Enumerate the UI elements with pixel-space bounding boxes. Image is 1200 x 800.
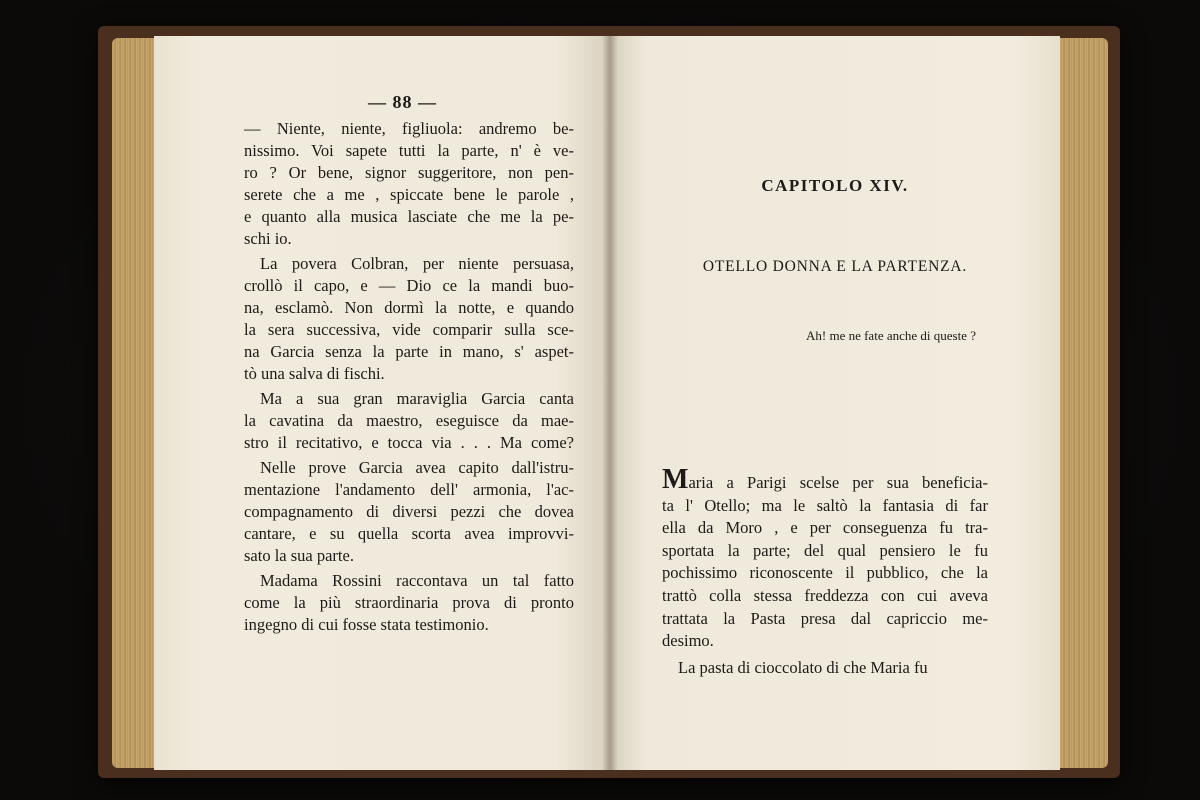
text-line: sportata la parte; del qual pensiero le fu: [662, 540, 988, 560]
text-line: mentazione l'andamento dell' armonia, l'ac-: [244, 480, 574, 499]
right-page-text: [662, 464, 988, 679]
chapter-heading: CAPITOLO XIV.: [761, 176, 909, 195]
drop-cap: M: [662, 464, 689, 495]
text-line: nissimo. Voi sapete tutti la parte, n' è ve-: [244, 141, 574, 160]
text-line: desimo.: [662, 631, 714, 651]
page-number: — 88 —: [368, 92, 437, 112]
text-line: [662, 464, 988, 495]
text-line-rest: aria a Parigi scelse per sua beneficia-: [688, 473, 988, 492]
book-gutter: [602, 36, 618, 770]
text-line: schi io.: [244, 229, 292, 248]
right-page-edges: [1056, 38, 1108, 768]
text-line: Nelle prove Garcia avea capito dall'istru-: [260, 458, 574, 477]
text-line: compagnamento di diversi pezzi che dovea: [244, 502, 574, 521]
chapter-subtitle: OTELLO DONNA E LA PARTENZA.: [702, 258, 968, 275]
text-line: sato la sua parte.: [244, 546, 354, 565]
text-line: cantare, e su quella scorta avea improvvi-: [244, 524, 574, 543]
text-line: ta l' Otello; ma le saltò la fantasia di far: [662, 495, 988, 515]
text-line: Ma a sua gran maraviglia Garcia canta: [260, 389, 574, 408]
text-line: stro il recitativo, e tocca via . . . Ma come?: [244, 433, 574, 452]
text-line: La pasta di cioccolato di che Maria fu: [678, 657, 928, 677]
text-line: ro ? Or bene, signor suggeritore, non pen-: [244, 163, 574, 182]
text-line: trattò colla stessa freddezza con cui aveva: [662, 585, 988, 605]
text-line: ingegno di cui fosse stata testimonio.: [244, 615, 489, 634]
text-line: na, esclamò. Non dormì la notte, e quando: [244, 298, 574, 317]
text-line: na Garcia senza la parte in mano, s' aspet-: [244, 342, 574, 361]
text-line: La povera Colbran, per niente persuasa,: [260, 254, 574, 273]
text-line: — Niente, niente, figliuola: andremo be-: [244, 119, 574, 138]
right-page: [610, 36, 1060, 770]
text-line: tò una salva di fischi.: [244, 364, 385, 383]
text-line: e quanto alla musica lasciate che me la pe-: [244, 207, 574, 226]
text-line: pochissimo riconoscente il pubblico, che la: [662, 563, 988, 583]
text-line: crollò il capo, e — Dio ce la mandi buo-: [244, 276, 574, 295]
left-page: [154, 36, 610, 770]
text-line: come la più straordinaria prova di pronto: [244, 593, 574, 612]
text-line: la cavatina da maestro, eseguisce da mae-: [244, 411, 574, 430]
text-line: serete che a me , spiccate bene le parole ,: [244, 185, 574, 204]
text-line: Madama Rossini raccontava un tal fatto: [260, 571, 574, 590]
text-line: la sera successiva, vide comparir sulla sce-: [244, 320, 574, 339]
text-line: trattata la Pasta presa dal capriccio me-: [662, 608, 988, 628]
left-page-text: [244, 118, 574, 636]
epigraph: Ah! me ne fate anche di queste ?: [805, 328, 976, 343]
text-line: ella da Moro , e per conseguenza fu tra-: [662, 518, 988, 538]
